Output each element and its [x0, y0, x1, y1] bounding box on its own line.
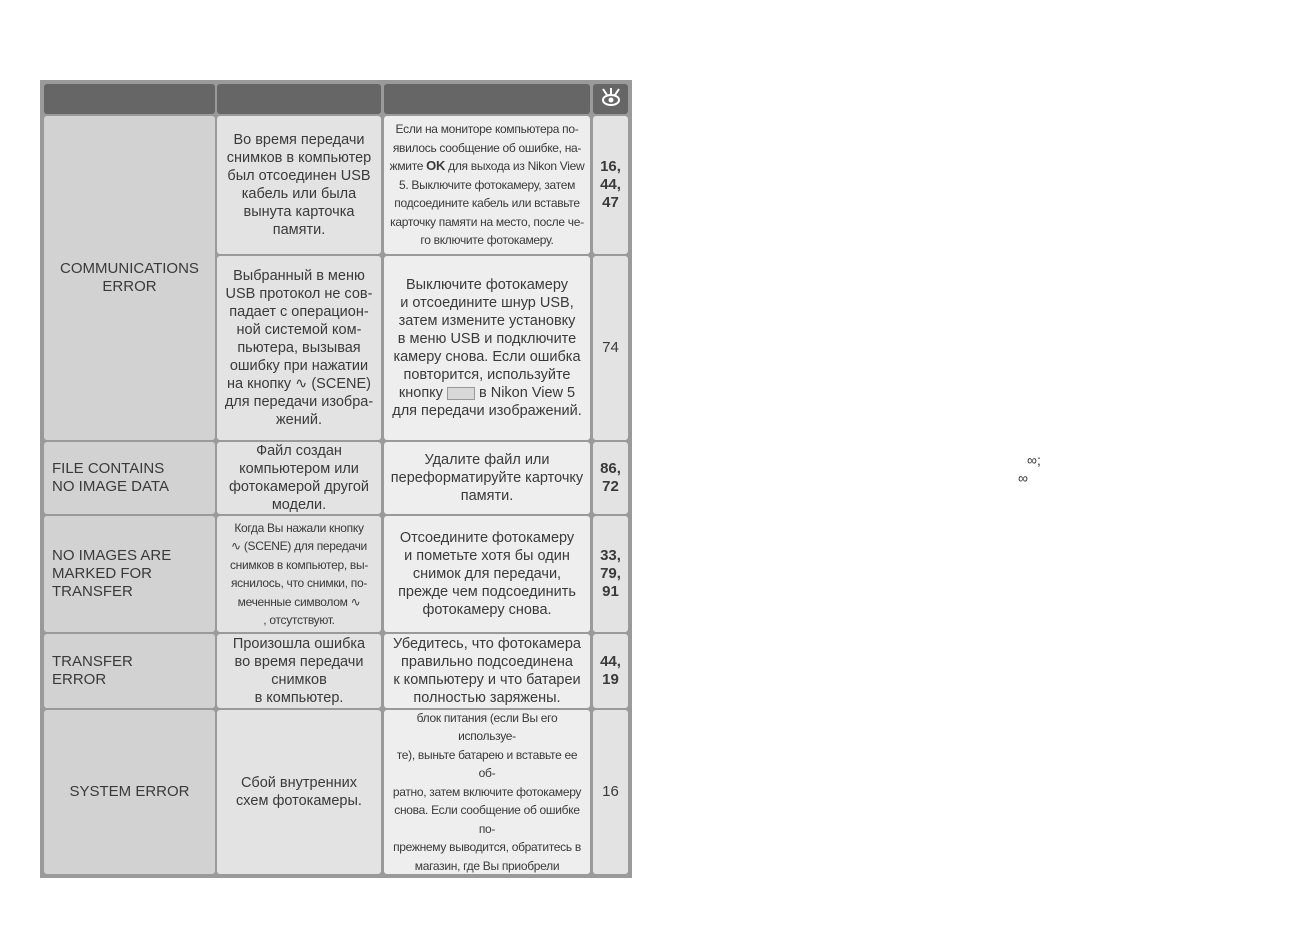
- solution-text: блок питания (если Вы его используе- те), выньте батарею и вставьте ее об- ратно, затем включите фотокамеру снова. Если сообщение об ошибке по- прежнему выводится, обратитесь в магазин, где Вы приобрели: [392, 710, 582, 873]
- row-communications-error-cause-1: [217, 116, 381, 254]
- page-reference: 44, 19: [600, 653, 621, 688]
- page-reference: 16, 44, 47: [600, 158, 621, 211]
- infinity-mark-b: ∞: [1018, 470, 1028, 486]
- header-solution-cell: [384, 84, 590, 114]
- row-communications-error-pages-2: [593, 256, 628, 440]
- row-system-error-cause: [217, 710, 381, 874]
- header-cause-cell: [217, 84, 381, 114]
- row-file-contains-message: [44, 442, 215, 514]
- row-transfer-error-solution: [384, 634, 590, 708]
- page-reference: 74: [602, 339, 619, 356]
- cause-text: Во время передачи снимков в компьютер был отсоединен USB кабель или была вынута карточка памяти.: [226, 132, 372, 238]
- infinity-mark-a: ∞;: [1027, 452, 1041, 468]
- cause-text: Произошла ошибка во время передачи снимков в компьютер.: [232, 636, 366, 706]
- header-page-cell: [593, 84, 628, 114]
- row-file-contains-cause: [217, 442, 381, 514]
- page-reference: 16: [602, 783, 619, 800]
- cause-text: Когда Вы нажали кнопку ∿ (SCENE) для передачи снимков в компьютер, вы- яснилось, что снимки, по- меченные символом ∿ , отсутствуют.: [229, 520, 369, 627]
- row-system-error-pages: [593, 710, 628, 874]
- cause-text: Файл создан компьютером или фотокамерой другой модели.: [229, 443, 369, 513]
- row-communications-error-pages-1: [593, 116, 628, 254]
- row-no-images-message: [44, 516, 215, 632]
- solution-text: Удалите файл или переформатируйте карточку памяти.: [390, 452, 584, 504]
- solution-text: Если на мониторе компьютера по- явилось сообщение об ошибке, на- жмите OK для выхода из Nikon View 5. Выключите фотокамеру, затем подсоедините кабель или вставьте карточку памяти на место, после че- го включите фотокамеру.: [389, 122, 585, 248]
- row-transfer-error-message: [44, 634, 215, 708]
- row-no-images-pages: [593, 516, 628, 632]
- error-table: [40, 80, 632, 878]
- transfer-button-icon: [447, 387, 475, 400]
- error-message: SYSTEM ERROR: [69, 783, 190, 800]
- row-file-contains-pages: [593, 442, 628, 514]
- row-communications-error-solution-2: [384, 256, 590, 440]
- eye-icon: [600, 87, 622, 112]
- row-communications-error-message: [44, 116, 215, 440]
- row-transfer-error-cause: [217, 634, 381, 708]
- cause-text: Сбой внутренних схем фотокамеры.: [236, 775, 362, 809]
- row-system-error-solution: [384, 710, 590, 874]
- row-no-images-solution: [384, 516, 590, 632]
- row-no-images-cause: [217, 516, 381, 632]
- page-reference: 33, 79, 91: [600, 547, 621, 600]
- error-message: NO IMAGES ARE MARKED FOR TRANSFER: [52, 547, 172, 600]
- solution-text: Выключите фотокамеру и отсоедините шнур USB, затем измените установку в меню USB и подключите камеру снова. Если ошибка повторится, используйте кнопку в Nikon View 5 для передачи изображений.: [392, 277, 582, 419]
- row-transfer-error-pages: [593, 634, 628, 708]
- error-message: TRANSFER ERROR: [52, 653, 133, 688]
- row-file-contains-solution: [384, 442, 590, 514]
- row-communications-error-cause-2: [217, 256, 381, 440]
- row-system-error-message: [44, 710, 215, 874]
- cause-text: Выбранный в меню USB протокол не сов- падает с операцион- ной системой ком- пьютера, вызывая ошибку при нажатии на кнопку ∿ (SCENE) для передачи изобра- жений.: [224, 268, 374, 428]
- row-communications-error-solution-1: [384, 116, 590, 254]
- error-message: FILE CONTAINS NO IMAGE DATA: [52, 460, 169, 495]
- header-message-cell: [44, 84, 215, 114]
- page-reference: 86, 72: [600, 460, 621, 495]
- solution-text: Отсоедините фотокамеру и пометьте хотя бы один снимок для передачи, прежде чем подсоединить фотокамеру снова.: [398, 530, 576, 618]
- solution-text: Убедитесь, что фотокамера правильно подсоединена к компьютеру и что батареи полностью заряжены.: [393, 636, 581, 706]
- error-message: COMMUNICATIONS ERROR: [60, 260, 199, 295]
